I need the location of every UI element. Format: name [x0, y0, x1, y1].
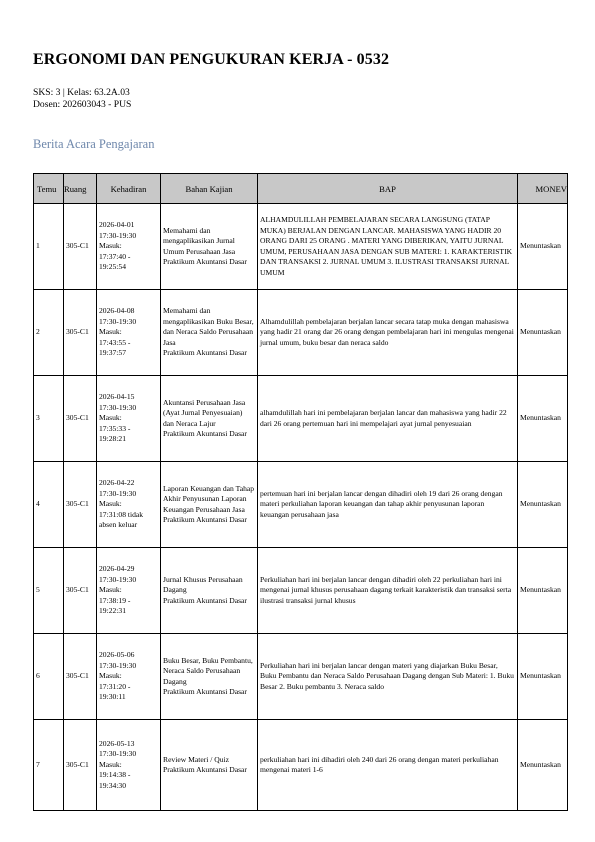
course-title: ERGONOMI DAN PENGUKURAN KERJA - 0532: [33, 51, 390, 68]
attendance-masuk-label: Masuk:: [99, 585, 122, 595]
attendance-masuk: 17:37:40 -: [99, 251, 131, 261]
attendance-date: 2026-04-22: [99, 478, 135, 488]
table-row: [34, 634, 568, 720]
row-monev: Menuntaskan: [518, 462, 568, 548]
row-bap: Alhamdulillah pembelajaran berjalan lancar secara tatap muka dengan mahasiswa yang hadir 21 orang dar 26 orang dengan pembelajaran hari ini mengulas mengenai jurnal umum, buku besar dan neraca saldo: [258, 290, 518, 376]
row-attendance: [97, 720, 161, 811]
row-bahan-kajian: [161, 376, 258, 462]
row-bap: Perkuliahan hari ini berjalan lancar dengan dihadiri oleh 22 perkuliahan hari ini mengenai jurnal khusus perusahaan dagang terkait karakteristik dan transaksi serta ilustrasi transaksi jurnal khusus: [258, 548, 518, 634]
row-number: 6: [34, 634, 64, 720]
row-number: 3: [34, 376, 64, 462]
attendance-masuk: 17:38:19 -: [99, 595, 131, 605]
bahan-praktikum: Praktikum Akuntansi Dasar: [163, 257, 247, 266]
attendance-keluar: 19:37:57: [99, 348, 127, 358]
bahan-topic: Memahami dan mengaplikasikan Buku Besar, dan Neraca Saldo Perusahaan Jasa: [163, 306, 254, 347]
row-number: 1: [34, 204, 64, 290]
header-ruang: Ruang: [64, 174, 97, 204]
row-number: 4: [34, 462, 64, 548]
attendance-masuk: 17:35:33 -: [99, 423, 131, 433]
course-dosen: Dosen: 202603043 - PUS: [33, 99, 132, 110]
attendance-keluar: 19:28:21: [99, 434, 127, 444]
attendance-keluar: 19:34:30: [99, 780, 127, 790]
bahan-praktikum: Praktikum Akuntansi Dasar: [163, 515, 247, 524]
section-title: Berita Acara Pengajaran: [33, 137, 155, 151]
attendance-masuk-label: Masuk:: [99, 671, 122, 681]
table-row: [34, 290, 568, 376]
row-bahan-kajian: [161, 548, 258, 634]
table-row: [34, 376, 568, 462]
row-monev: Menuntaskan: [518, 290, 568, 376]
row-attendance: [97, 462, 161, 548]
row-attendance: [97, 204, 161, 290]
header-kehadiran: Kehadiran: [97, 174, 161, 204]
attendance-keluar: 19:30:11: [99, 692, 126, 702]
attendance-masuk: 17:31:20 -: [99, 681, 131, 691]
row-number: 7: [34, 720, 64, 811]
bahan-topic: Memahami dan mengaplikasikan Jurnal Umum Perusahaan Jasa: [163, 225, 236, 256]
header-bap: BAP: [258, 174, 518, 204]
bahan-praktikum: Praktikum Akuntansi Dasar: [163, 348, 247, 358]
row-monev: Menuntaskan: [518, 720, 568, 811]
row-attendance: [97, 290, 161, 376]
row-attendance: [97, 376, 161, 462]
row-room: 305-C1: [64, 204, 97, 290]
row-room: 305-C1: [64, 720, 97, 811]
attendance-masuk: 17:31:08 tidak absen keluar: [99, 509, 144, 530]
table-header-row: [34, 174, 568, 204]
attendance-keluar: 19:22:31: [99, 606, 127, 616]
attendance-schedule: 17:30-19:30: [99, 574, 137, 584]
row-bap: alhamdulillah hari ini pembelajaran berjalan lancar dan mahasiswa yang hadir 22 dari 26 orang pertemuan hari ini mempelajari ayat jurnal penyesuaian: [258, 376, 518, 462]
attendance-schedule: 17:30-19:30: [99, 230, 137, 240]
attendance-masuk: 17:43:55 -: [99, 337, 131, 347]
attendance-schedule: 17:30-19:30: [99, 488, 137, 498]
attendance-date: 2026-04-29: [99, 564, 135, 574]
bahan-topic: Buku Besar, Buku Pembantu, Neraca Saldo Perusahaan Dagang: [163, 655, 253, 686]
attendance-masuk-label: Masuk:: [99, 327, 122, 337]
bap-table: [33, 173, 568, 811]
row-room: 305-C1: [64, 376, 97, 462]
row-bap: pertemuan hari ini berjalan lancar dengan dihadiri oleh 19 dari 26 orang dengan materi perkuliahan laporan keuangan dan tahap akhir penyusunan laporan keuangan perusahaan jasa: [258, 462, 518, 548]
table-row: [34, 720, 568, 811]
bahan-praktikum: Praktikum Akuntansi Dasar: [163, 429, 247, 438]
table-row: [34, 204, 568, 290]
row-bahan-kajian: [161, 290, 258, 376]
row-monev: Menuntaskan: [518, 634, 568, 720]
bahan-praktikum: Praktikum Akuntansi Dasar: [163, 687, 247, 696]
attendance-masuk-label: Masuk:: [99, 759, 122, 769]
attendance-masuk-label: Masuk:: [99, 499, 122, 509]
course-sks-kelas: SKS: 3 | Kelas: 63.2A.03: [33, 87, 130, 98]
row-monev: Menuntaskan: [518, 204, 568, 290]
attendance-masuk: 19:14:38 -: [99, 770, 131, 780]
attendance-schedule: 17:30-19:30: [99, 402, 137, 412]
attendance-keluar: 19:25:54: [99, 262, 127, 272]
row-room: 305-C1: [64, 548, 97, 634]
row-monev: Menuntaskan: [518, 548, 568, 634]
bahan-praktikum: Praktikum Akuntansi Dasar: [163, 595, 247, 605]
bahan-topic: Laporan Keuangan dan Tahap Akhir Penyusunan Laporan Keuangan Perusahaan Jasa: [163, 483, 255, 514]
row-attendance: [97, 634, 161, 720]
attendance-date: 2026-04-08: [99, 306, 135, 316]
attendance-date: 2026-05-13: [99, 738, 135, 748]
table-row: [34, 548, 568, 634]
attendance-schedule: 17:30-19:30: [99, 749, 137, 759]
row-bahan-kajian: [161, 720, 258, 811]
row-bahan-kajian: [161, 634, 258, 720]
header-monev: MONEV: [518, 174, 568, 204]
row-bahan-kajian: [161, 462, 258, 548]
row-room: 305-C1: [64, 634, 97, 720]
row-room: 305-C1: [64, 290, 97, 376]
attendance-schedule: 17:30-19:30: [99, 660, 137, 670]
table-row: [34, 462, 568, 548]
bahan-topic: Akuntansi Perusahaan Jasa (Ayat Jurnal Penyesuaian) dan Neraca Lajur: [163, 397, 246, 428]
row-monev: Menuntaskan: [518, 376, 568, 462]
row-bap: Perkuliahan hari ini berjalan lancar dengan materi yang diajarkan Buku Besar, Buku Pembantu dan Neraca Saldo Perusahaan Dagang dengan Sub Materi: 1. Buku Besar 2. Buku pembantu 3. Neraca saldo: [258, 634, 518, 720]
row-bahan-kajian: [161, 204, 258, 290]
attendance-date: 2026-04-01: [99, 220, 135, 230]
row-room: 305-C1: [64, 462, 97, 548]
attendance-date: 2026-05-06: [99, 650, 135, 660]
row-attendance: [97, 548, 161, 634]
row-bap: perkuliahan hari ini dihadiri oleh 240 dari 26 orang dengan materi perkuliahan mengenai materi 1-6: [258, 720, 518, 811]
row-number: 5: [34, 548, 64, 634]
bahan-topic: Review Materi / Quiz: [163, 754, 230, 764]
row-number: 2: [34, 290, 64, 376]
attendance-masuk-label: Masuk:: [99, 241, 122, 251]
attendance-masuk-label: Masuk:: [99, 413, 122, 423]
row-bap: ALHAMDULILLAH PEMBELAJARAN SECARA LANGSUNG (TATAP MUKA) BERJALAN DENGAN LANCAR. MAHASISWA YANG HADIR 20 ORANG DARI 25 ORANG . MATERI YANG DIBERIKAN, YAITU JURNAL UMUM, PERUSAHAAN JASA DENGAN SUB MATERI: 1. KARAKTERISTIK DAN TRANSAKSI 2. JURNAL UMUM 3. ILUSTRASI TRANSAKSI JURNAL UMUM: [258, 204, 518, 290]
bahan-praktikum: Praktikum Akuntansi Dasar: [163, 765, 247, 774]
attendance-date: 2026-04-15: [99, 392, 135, 402]
header-temu: Temu: [34, 174, 64, 204]
attendance-schedule: 17:30-19:30: [99, 316, 137, 326]
bahan-topic: Jurnal Khusus Perusahaan Dagang: [163, 574, 243, 595]
header-bahan-kajian: Bahan Kajian: [161, 174, 258, 204]
